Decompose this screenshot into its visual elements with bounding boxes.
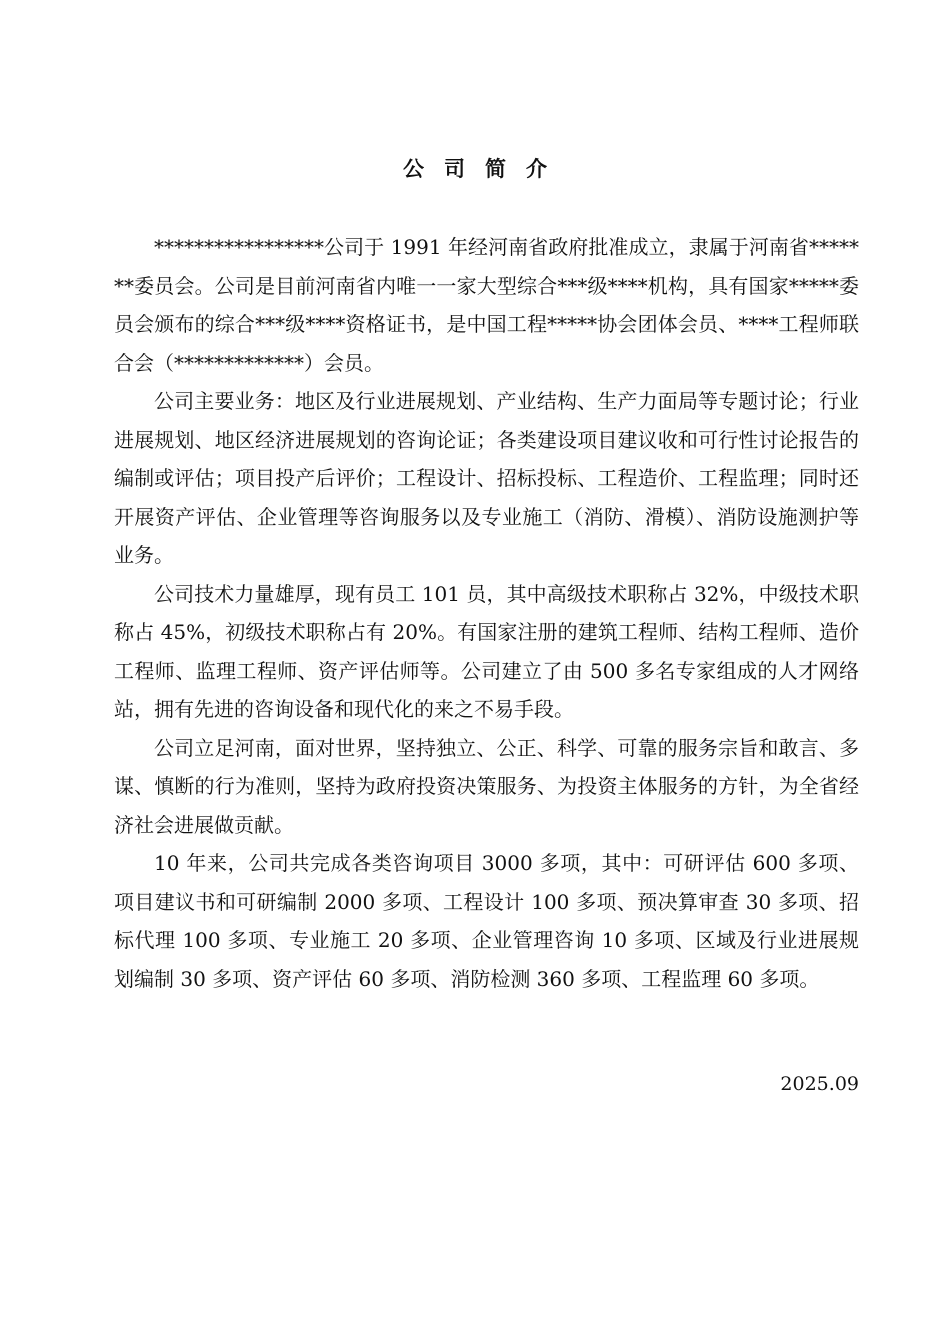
paragraph-technical-strength: 公司技术力量雄厚，现有员工 101 员，其中高级技术职称占 32%，中级技术职称占 45%，初级技术职称占有 20%。有国家注册的建筑工程师、结构工程师、造价工程师、监理工程师、资产评估师等。公司建立了由 500 多名专家组成的人才网络站，拥有先进的咨询设备和现代化的来之不易手段。: [114, 581, 859, 721]
document-title: 公司简介: [403, 156, 567, 181]
document-body: [114, 228, 859, 998]
document-date: 2025.09: [780, 1073, 859, 1095]
paragraph-company-overview: *****************公司于 1991 年经河南省政府批准成立，隶属于河南省*******委员会。公司是目前河南省内唯一一家大型综合***级****机构，具有国家*****委员会颁布的综合***级****资格证书，是中国工程*****协会团体会员、****工程师联合会（*************）会员。: [114, 235, 859, 375]
paragraph-main-business: 公司主要业务：地区及行业进展规划、产业结构、生产力面局等专题讨论；行业进展规划、地区经济进展规划的咨询论证；各类建设项目建议收和可行性讨论报告的编制或评估；项目投产后评价；工程设计、招标投标、工程造价、工程监理；同时还开展资产评估、企业管理等咨询服务以及专业施工（消防、滑模）、消防设施测护等业务。: [114, 389, 859, 567]
paragraph-service-principles: 公司立足河南，面对世界，坚持独立、公正、科学、可靠的服务宗旨和敢言、多谋、慎断的行为准则，坚持为政府投资决策服务、为投资主体服务的方针，为全省经济社会进展做贡献。: [114, 735, 859, 837]
paragraph-achievements: 10 年来，公司共完成各类咨询项目 3000 多项，其中：可研评估 600 多项、项目建议书和可研编制 2000 多项、工程设计 100 多项、预决算审查 30 多项、招标代理 100 多项、专业施工 20 多项、企业管理咨询 10 多项、区域及行业进展规划编制 30 多项、资产评估 60 多项、消防检测 360 多项、工程监理 60 多项。: [114, 851, 859, 991]
